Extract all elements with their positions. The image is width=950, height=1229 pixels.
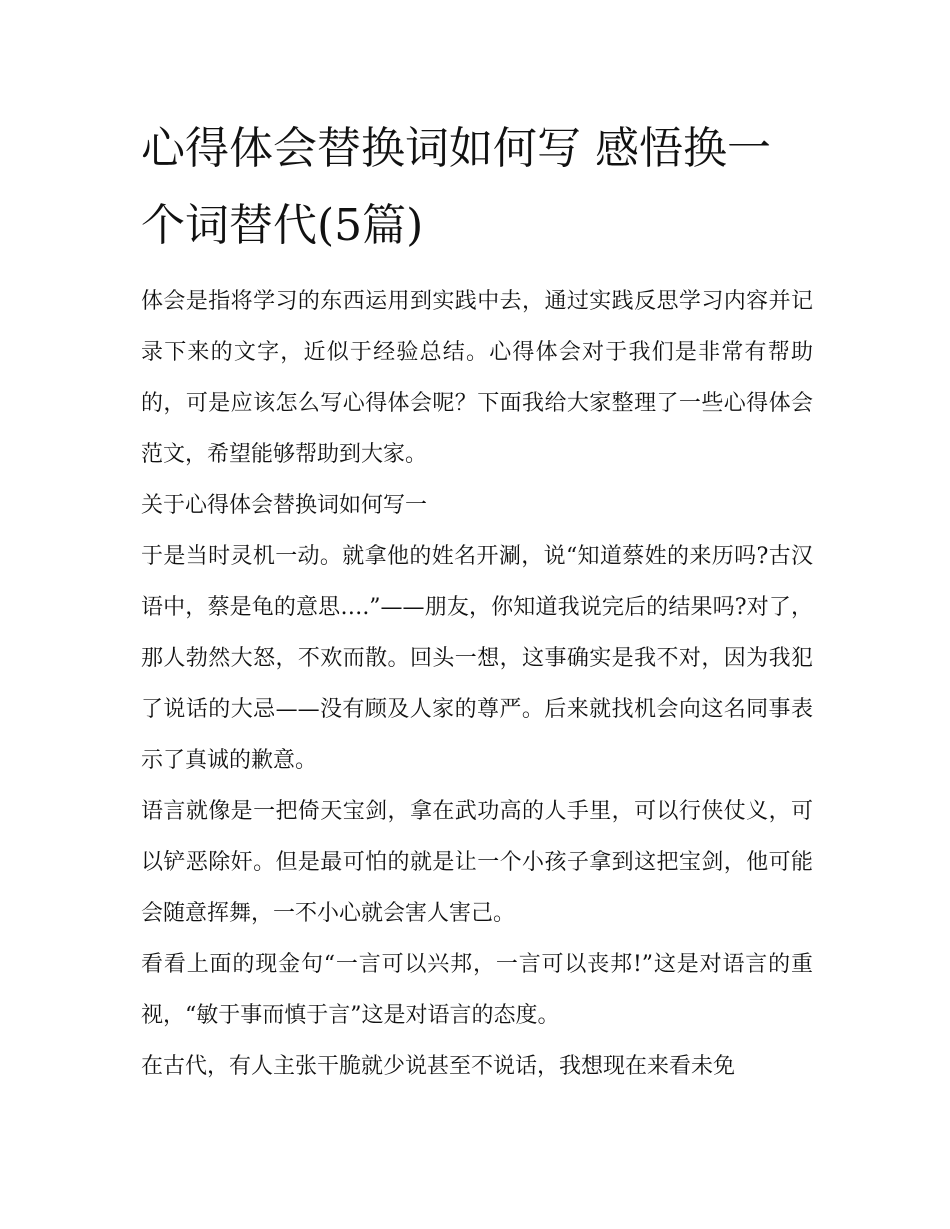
document-page <box>141 110 813 1092</box>
section-heading-one: 关于心得体会替换词如何写一 <box>141 493 428 518</box>
paragraph-intro: 体会是指将学习的东西运用到实践中去，通过实践反思学习内容并记录下来的文字，近似于经验总结。心得体会对于我们是非常有帮助的，可是应该怎么写心得体会呢？下面我给大家整理了一些心得体会范文，希望能够帮助到大家。 <box>141 289 813 467</box>
paragraph-quote: 看看上面的现金句“一言可以兴邦，一言可以丧邦!”这是对语言的重视，“敏于事而慎于言”这是对语言的态度。 <box>141 952 813 1028</box>
paragraph-anecdote: 于是当时灵机一动。就拿他的姓名开涮，说“知道蔡姓的来历吗?古汉语中，蔡是龟的意思….”——朋友，你知道我说完后的结果吗?对了，那人勃然大怒，不欢而散。回头一想，这事确实是我不对，因为我犯了说话的大忌——没有顾及人家的尊严。后来就找机会向这名同事表示了真诚的歉意。 <box>141 544 813 773</box>
paragraph-ancient-times: 在古代，有人主张干脆就少说甚至不说话，我想现在来看未免 <box>141 1054 736 1079</box>
document-title: 心得体会替换词如何写 感悟换一个词替代(5篇) <box>141 123 771 251</box>
paragraph-sword-metaphor: 语言就像是一把倚天宝剑，拿在武功高的人手里，可以行侠仗义，可以铲恶除奸。但是最可怕的就是让一个小孩子拿到这把宝剑，他可能会随意挥舞，一不小心就会害人害己。 <box>141 799 813 926</box>
